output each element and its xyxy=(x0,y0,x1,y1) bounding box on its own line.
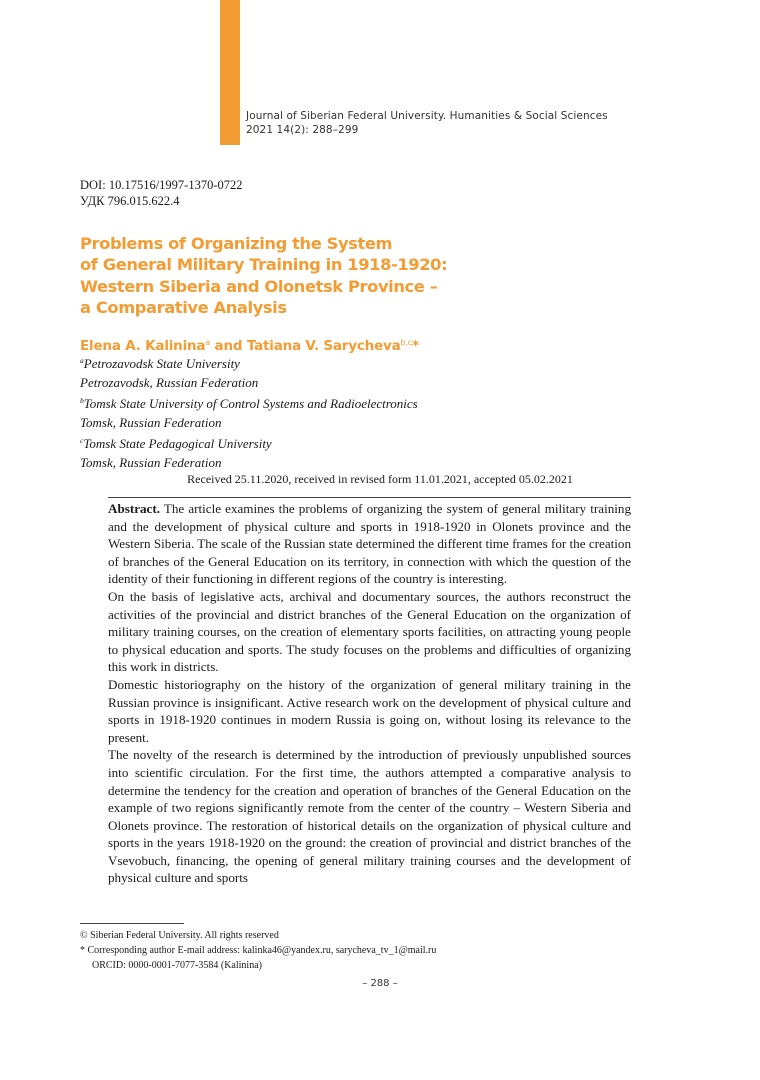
corresponding-author-note: * Corresponding author E-mail address: kalinka46@yandex.ru, sarycheva_tv_1@mail.ru xyxy=(80,945,437,956)
article-title xyxy=(80,233,447,318)
abstract-divider xyxy=(108,497,631,498)
author-affiliation-mark: b,c xyxy=(400,338,412,347)
author-conjunction: and xyxy=(210,338,247,354)
abstract-paragraph: Abstract. The article examines the problems of organizing the system of general military training and the development of physical culture and sports in 1918-1920 in Olonets province and the Western Siberia. The scale of the Russian state determined the different time frames for the creation of branches of the General Education on its territory, in connection with which the question of the identity of their functioning in different regions of the country is interesting. xyxy=(108,501,631,587)
abstract-paragraph: On the basis of legislative acts, archival and documentary sources, the authors reconstruct the activities of the provincial and district branches of the General Education on the organization of military training courses, on the creation of elementary sports facilities, on attracting young people to physical education and sports. The study focuses on the problems and difficulties of organizing this work in districts. xyxy=(108,588,631,675)
journal-header xyxy=(246,109,608,137)
title-line: of General Military Training in 1918-1920: xyxy=(80,255,448,275)
copyright-note: © Siberian Federal University. All rights reserved xyxy=(80,930,279,941)
page-number: – 288 – xyxy=(362,978,398,989)
orcid-note: ORCID: 0000-0001-7077-3584 (Kalinina) xyxy=(92,960,262,971)
footnote-divider xyxy=(80,923,184,924)
journal-volume: 2021 14(2): 288–299 xyxy=(246,124,359,136)
abstract-paragraph: The novelty of the research is determined by the introduction of previously unpublished sources into scientific circulation. For the first time, the authors attempted a comparative analysis to determine the tendency for the creation and operation of branches of the General Education on the example of two regions significantly remote from the center of the country – Western Siberia and Olonets province. The restoration of historical details on the organization of physical culture and sports in the years 1918-1920 on the ground: the creation of provincial and district branches of the Vsevobuch, financing, the opening of general military training courses and the development of physical culture and sports xyxy=(108,747,631,886)
affiliation-institution: $^b$Tomsk State University of Control Systems and Radioelectronics xyxy=(80,396,418,411)
article-identifiers xyxy=(80,177,243,209)
affiliation-location: Tomsk, Russian Federation xyxy=(80,414,222,430)
accent-bar xyxy=(220,0,240,145)
affiliation-institution: $^a$Petrozavodsk State University xyxy=(80,356,240,371)
journal-name: Journal of Siberian Federal University. Humanities & Social Sciences xyxy=(246,110,608,122)
udk: УДК 796.015.622.4 xyxy=(80,194,180,208)
affiliation-institution: $^c$Tomsk State Pedagogical University xyxy=(80,436,272,451)
title-line: Problems of Organizing the System xyxy=(80,234,393,253)
abstract-label: Abstract. xyxy=(108,501,160,516)
received-dates: Received 25.11.2020, received in revised form 11.01.2021, accepted 05.02.2021 xyxy=(187,472,573,486)
footnotes xyxy=(80,928,436,973)
author-name: Tatiana V. Sarycheva xyxy=(246,338,401,354)
doi: DOI: 10.17516/1997-1370-0722 xyxy=(80,178,243,192)
title-line: a Comparative Analysis xyxy=(80,297,287,317)
affiliation-location: Petrozavodsk, Russian Federation xyxy=(80,374,259,390)
affiliation-location: Tomsk, Russian Federation xyxy=(80,454,222,470)
title-line: Western Siberia and Olonetsk Province – xyxy=(80,276,438,296)
author-name: Elena A. Kalinina xyxy=(80,338,206,354)
author-affiliation-mark: a xyxy=(205,338,211,347)
affiliations xyxy=(80,352,418,472)
abstract xyxy=(108,500,631,887)
corresponding-star: * xyxy=(411,338,419,354)
abstract-paragraph: Domestic historiography on the history of the organization of general military training in the Russian province is insignificant. Active research work on the development of physical culture and sports in 1918-1920 continues in modern Russia is going on, without losing its relevance to the present. xyxy=(108,676,631,745)
